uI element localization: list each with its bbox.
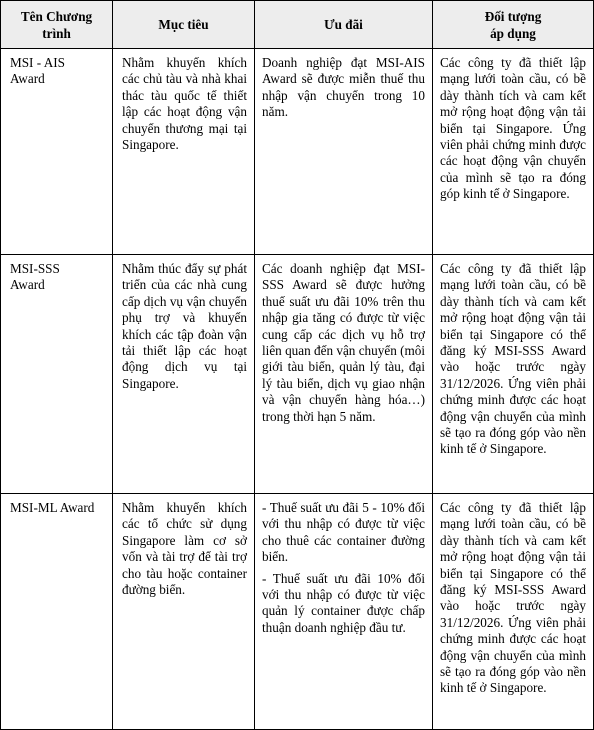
table-row bbox=[1, 49, 594, 255]
table-header-row bbox=[1, 1, 594, 49]
header-incentive: Ưu đãi bbox=[255, 1, 433, 49]
table-row bbox=[1, 494, 594, 730]
incentive-cell: Doanh nghiệp đạt MSI-AIS Award sẽ được miễn thuế thu nhập vận chuyển trong 10 năm. bbox=[255, 49, 433, 255]
program-name-cell: MSI - AIS Award bbox=[1, 49, 113, 255]
objective-cell: Nhằm khuyến khích các chủ tàu và nhà khai thác tàu quốc tế thiết lập các hoạt động vận chuyển thương mại tại Singapore. bbox=[113, 49, 255, 255]
incentive-bullet: - Thuế suất ưu đãi 5 - 10% đối với thu nhập có được từ việc cho thuê các container đường biển. bbox=[262, 500, 425, 565]
incentive-cell bbox=[255, 494, 433, 730]
header-eligibility: Đối tượng áp dụng bbox=[433, 1, 594, 49]
objective-cell: Nhằm thúc đẩy sự phát triển của các nhà cung cấp dịch vụ vận chuyển phụ trợ và khuyến khích các tập đoàn vận tải thiết lập các hoạt động dịch vụ tại Singapore. bbox=[113, 255, 255, 494]
incentive-cell: Các doanh nghiệp đạt MSI-SSS Award sẽ được hưởng thuế suất ưu đãi 10% trên thu nhập gia tăng có được từ việc cung cấp các dịch vụ hỗ trợ liên quan đến vận chuyển (môi giới tàu biển, quản lý tàu, đại lý tàu biển, dịch vụ giao nhận và vận chuyển hàng hóa…) trong thời hạn 5 năm. bbox=[255, 255, 433, 494]
header-program-name: Tên Chương trình bbox=[1, 1, 113, 49]
eligibility-cell: Các công ty đã thiết lập mạng lưới toàn cầu, có bề dày thành tích và cam kết mở rộng hoạt động vận tải biển tại Singapore có thể đăng ký MSI-SSS Award vào hoặc trước ngày 31/12/2026. Ứng viên phải chứng minh được các hoạt động vận chuyển của mình sẽ tạo ra đóng góp vào nền kinh tế ở Singapore. bbox=[433, 494, 594, 730]
eligibility-cell: Các công ty đã thiết lập mạng lưới toàn cầu, có bề dày thành tích và cam kết mở rộng hoạt động vận tải biển tại Singapore có thể đăng ký MSI-SSS Award vào hoặc trước ngày 31/12/2026. Ứng viên phải chứng minh được các hoạt động vận chuyển của mình sẽ tạo ra đóng góp vào nền kinh tế ở Singapore. bbox=[433, 255, 594, 494]
eligibility-cell: Các công ty đã thiết lập mạng lưới toàn cầu, có bề dày thành tích và cam kết mở rộng hoạt động vận tải biển tại Singapore. Ứng viên phải chứng minh được các hoạt động vận chuyển của mình sẽ tạo ra đóng góp kinh tế ở Singapore. bbox=[433, 49, 594, 255]
incentive-bullet: - Thuế suất ưu đãi 10% đối với thu nhập có được từ việc quản lý container được chấp thuận doanh nghiệp đầu tư. bbox=[262, 570, 425, 635]
header-objective: Mục tiêu bbox=[113, 1, 255, 49]
objective-cell: Nhằm khuyến khích các tổ chức sử dụng Singapore làm cơ sở vốn và tài trợ để tài trợ cho tàu hoặc container đường biển. bbox=[113, 494, 255, 730]
program-name-cell: MSI-ML Award bbox=[1, 494, 113, 730]
program-name-cell: MSI-SSS Award bbox=[1, 255, 113, 494]
table-row bbox=[1, 255, 594, 494]
